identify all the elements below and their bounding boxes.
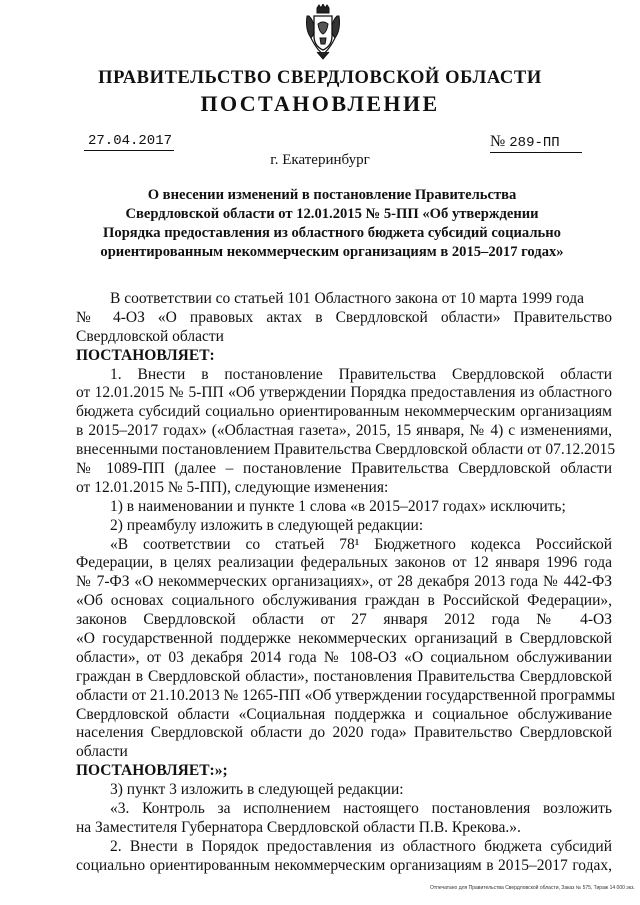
number-field [490,133,582,153]
body-line: Свердловской области [76,327,224,345]
government-name: ПРАВИТЕЛЬСТВО СВЕРДЛОВСКОЙ ОБЛАСТИ [98,68,542,88]
body-line: от 12.01.2015 № 5-ПП «Об утверждении Порядка предоставления из областного [76,384,612,402]
body-line: «Об основах социального обслуживания граждан в Российской Федерации», [76,592,612,610]
body-line: социально ориентированным некоммерческим организациям в 2015–2017 годах, [76,856,612,874]
document-type: ПОСТАНОВЛЕНИЕ [200,91,440,116]
body-line: 2. Внести в Порядок предоставления из областного бюджета субсидий [110,837,612,855]
body-line: области», от 03 декабря 2014 года № 108-ОЗ «О социальном обслуживании [76,648,612,666]
date-field [84,133,174,151]
body-line: области [76,743,128,761]
document-body [76,290,616,876]
print-footnote: Отпечатано для Правительства Свердловской области, Заказ № 575, Тираж 14 000 экз. [430,885,635,891]
body-line: внесенными постановлением Правительства Свердловской области от 07.12.2015 [76,441,616,459]
body-line: № 1089-ПП (далее – постановление Правительства Свердловской области [76,460,612,478]
body-line: «О государственной поддержке некоммерческих организаций в Свердловской [76,630,612,648]
body-line: «3. Контроль за исполнением настоящего постановления возложить [110,800,612,818]
title-line: ориентированным некоммерческим организациям в 2015–2017 годах» [100,244,564,260]
title-line: Порядка предоставления из областного бюджета субсидий социально [103,225,561,241]
document-title [62,186,602,262]
body-line: в 2015–2017 годах» («Областная газета», 2015, 15 января, № 4) с изменениями, [76,422,612,440]
coat-of-arms-icon [303,4,343,60]
body-line: 1) в наименовании и пункте 1 слова «в 2015–2017 годах» исключить; [110,497,566,515]
date-value: 27.04.2017 [88,133,173,149]
title-line: Свердловской области от 12.01.2015 № 5-ПП «Об утверждении [125,206,539,222]
body-line: 1. Внести в постановление Правительства Свердловской области [110,365,612,383]
body-line: № 4-ОЗ «О правовых актах в Свердловской области» Правительство [76,308,612,326]
body-line: от 12.01.2015 № 5-ПП), следующие изменения: [76,478,389,496]
decree-word: ПОСТАНОВЛЯЕТ: [76,346,215,364]
body-line: области от 21.10.2013 № 1265-ПП «Об утверждении государственной программы [76,686,616,704]
number-sign: № [490,133,506,150]
body-line: 3) пункт 3 изложить в следующей редакции: [110,781,404,799]
number-value: 289-ПП [509,135,560,151]
body-line: граждан в Свердловской области», постановления Правительства Свердловской [76,667,612,685]
decree-word: ПОСТАНОВЛЯЕТ:»; [76,762,228,780]
body-line: Федерации, в целях реализации федеральных законов от 12 января 1996 года [76,554,612,572]
body-line: на Заместителя Губернатора Свердловской области П.В. Крекова.». [76,818,521,836]
title-line: О внесении изменений в постановление Правительства [147,187,517,203]
city: г. Екатеринбург [270,152,370,168]
body-line: населения Свердловской области до 2020 года» Правительство Свердловской [76,724,612,742]
body-line: законов Свердловской области от 27 января 2012 года № 4-ОЗ [76,611,612,629]
body-line: В соответствии со статьей 101 Областного закона от 10 марта 1999 года [110,290,584,307]
body-line: «В соответствии со статьей 78¹ Бюджетного кодекса Российской [110,535,612,553]
body-line: № 7-ФЗ «О некоммерческих организациях», от 28 декабря 2013 года № 442-ФЗ [76,573,612,591]
body-line: бюджета субсидий социально ориентированным некоммерческим организациям [76,403,612,421]
body-line: 2) преамбулу изложить в следующей редакции: [110,516,424,534]
body-line: Свердловской области «Социальная поддержка и социальное обслуживание [76,705,612,723]
